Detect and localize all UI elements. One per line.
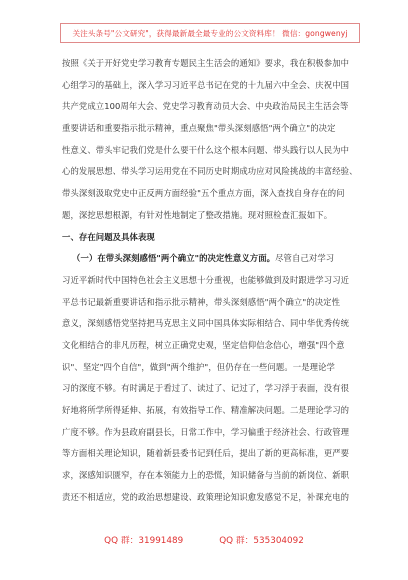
paragraph-line: 责还不相适应，党的政治思想建设、政策理论知识愈发感觉不足，补课充电的 (62, 491, 350, 502)
paragraph-line: 意义，深刻感悟党坚持把马克思主义同中国具体实际相结合、同中华优秀传统 (62, 318, 350, 329)
paragraph-line: 带头深刻汲取党史中正反两方面经验"五个重点方面，深入查找自身存在的问 (62, 188, 345, 199)
contact-footer (0, 533, 408, 549)
subsection-heading: （一）在带头深刻感悟"两个确立"的决定性意义方面。 (72, 253, 276, 264)
paragraph-line: 求，深感知识匮窄，存在本领能力上的恐慌，知识储备与当前的新岗位、新职 (62, 470, 350, 481)
paragraph-line: 习近平新时代中国特色社会主义思想十分重视，也能够做到及时跟进学习习近 (62, 274, 350, 285)
promo-banner (60, 23, 360, 43)
paragraph-line: 题，深挖思想根源，有针对性地制定了整改措施。现对照检查汇报如下。 (62, 209, 333, 220)
subsection-first-text: 尽管自己对学习 (275, 253, 335, 264)
section-heading: 一、存在问题及具体表现 (62, 231, 155, 242)
document-body (62, 53, 362, 508)
paragraph-line: 文化相结合的非凡历程，树立正确党史观，坚定信仰信念信心，增强"四个意 (62, 339, 345, 350)
paragraph-line: 平总书记最新重要讲话和指示批示精神，带头深刻感悟"两个确立"的决定性 (62, 296, 341, 307)
paragraph-line: 性意义、带头牢记我们党是什么要干什么这个根本问题、带头践行以人民为中 (62, 144, 350, 155)
paragraph-line: 共产党成立100周年大会、党史学习教育动员大会、中央政治局民主生活会等 (62, 101, 349, 112)
paragraph-line: 好地将所学所得延伸、拓展，有效指导工作、精准解决问题。二是理论学习的 (62, 405, 350, 415)
paragraph-line: 习的深度不够。有时满足于看过了、读过了、记过了，学习浮于表面，没有很 (62, 383, 350, 394)
paragraph-line: 重要讲话和重要指示批示精神，重点聚焦"带头深刻感悟"两个确立"的决定 (62, 123, 336, 134)
paragraph-line: 识"、坚定"四个自信"，做到"两个维护"，但仍存在一些问题。一是理论学 (62, 361, 335, 372)
paragraph-line: 心的发展思想、带头学习运用党在不同历史时期成功应对风险挑战的丰富经验、 (62, 166, 358, 177)
paragraph-line: 心组学习的基础上，深入学习习近平总书记在党的十九届六中全会、庆祝中国 (62, 79, 350, 90)
qq-group-1: QQ 群：31991489 (104, 536, 184, 546)
paragraph-line: 广度不够。作为县政府副县长，日常工作中，学习偏重于经济社会、行政管理 (62, 426, 350, 437)
subsection-first-line (62, 248, 362, 270)
qq-group-2: QQ 群：535304092 (219, 536, 304, 546)
promo-banner-text: 关注头条号"公文研究"，获得最新最全最专业的公文资料库！ 微信：gongwenyj (72, 28, 348, 38)
paragraph-line: 按照《关于开好党史学习教育专题民主生活会的通知》要求，我在积极参加中 (62, 58, 350, 68)
paragraph-line: 等方面相关理论知识，随着新县委书记到任后，提出了新的更高标准，更严要 (62, 448, 350, 459)
